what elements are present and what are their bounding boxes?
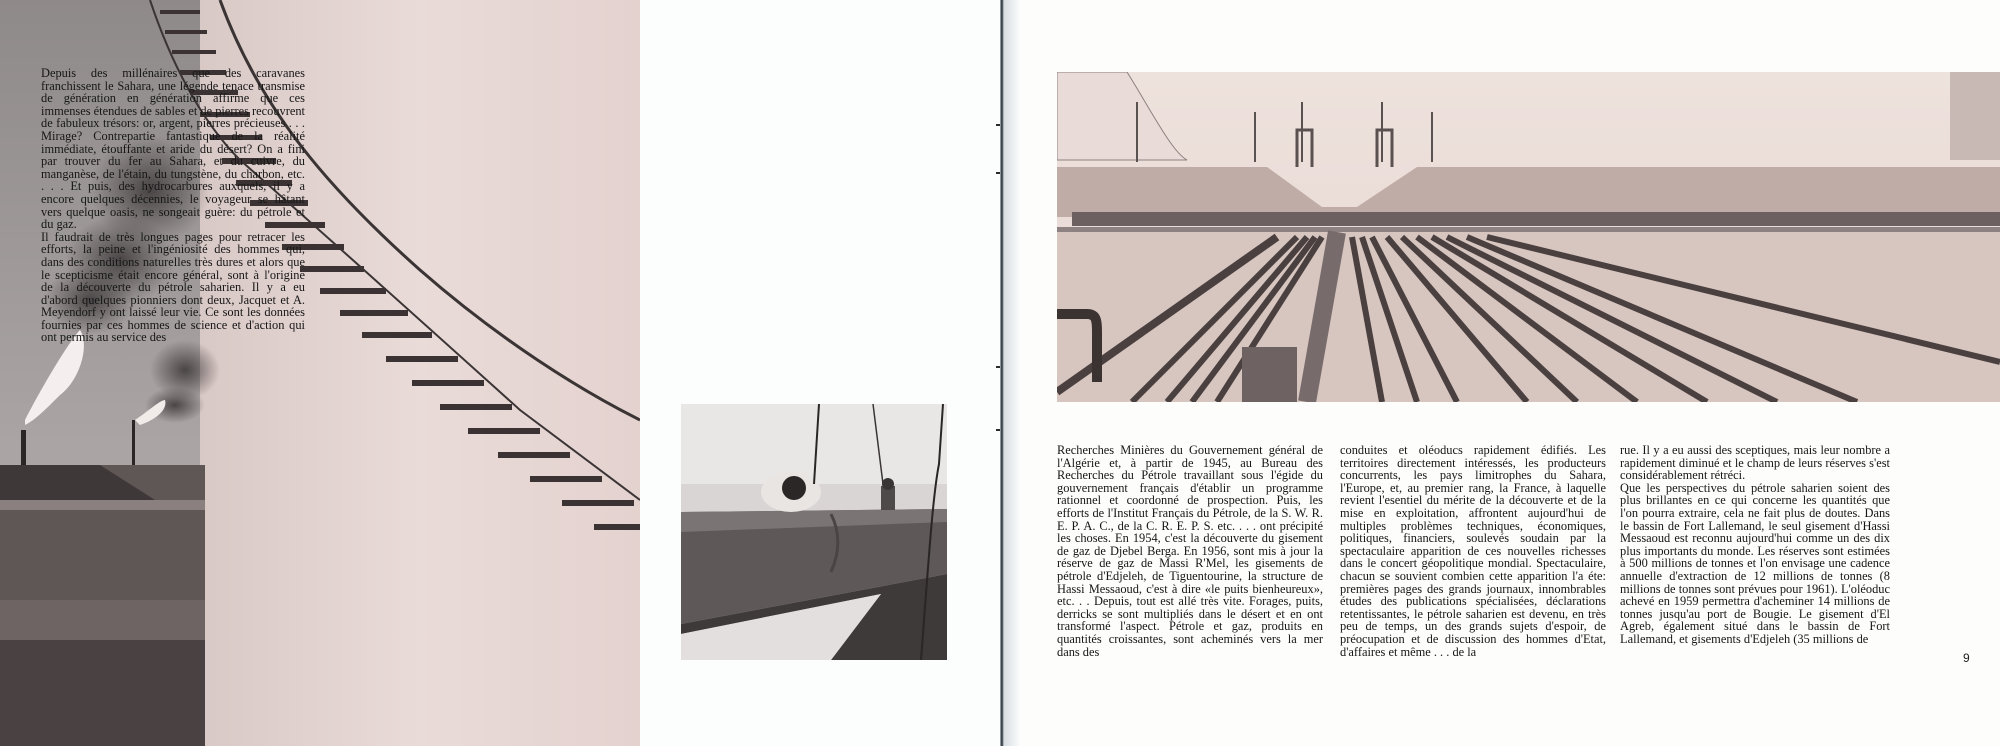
- column-2: [1340, 444, 1606, 658]
- column-paragraph: Recherches Minières du Gouvernement général de l'Algérie et, à partir de 1945, au Bureau des Recherches du Pétrole travaillant sous l'égide du gouvernement français d'établir un programme rationnel et coordonné de prospection. Puis, les efforts de l'Institut Français du Pétrole, de la S. W. R. E. P. A. C., de la C. R. E. P. S. etc. . . . ont précipité les choses. En 1954, c'est la découverte du gisement de gaz de Djebel Berga. En 1956, sont mis à jour la réserve de gaz de Massi R'Mel, les gisements de pétrole d'Edjeleh, de Tiguentourine, la structure de Hassi Messaoud, c'est à dire «le puits bienheureux», etc. . . Depuis, tout est allé très vite. Forages, puits, derricks se sont multipliés dans le désert et en ont transformé l'aspect. Pétrole et gaz, produits en quantités croissantes, sont acheminés vers la mer dans des: [1057, 443, 1323, 659]
- page-number: 9: [1963, 651, 1970, 665]
- cross-pipe: [1072, 212, 2000, 226]
- intro-text: [41, 67, 305, 344]
- grated-step: [1242, 347, 1297, 402]
- photo-pipelines: [1057, 72, 2000, 402]
- pipelines-photo-art: [1057, 72, 2000, 402]
- page-fold-shadow: [1004, 0, 1020, 746]
- column-3: [1620, 444, 1890, 646]
- photo-welding: [681, 404, 947, 660]
- intro-paragraph: Il faudrait de très longues pages pour retracer les efforts, la peine et l'ingéniosité des hommes qui, dans des conditions naturelles très dures et alors que le scepticisme était encore général, sont à l'origine de la découverte du pétrole saharien. Il y a eu d'abord quelques pionniers dont deux, Jacquet et A. Meyendorf y ont laissé leur vie. Ce sont les données fournies par ces hommes de science et d'action qui ont permis au service des: [41, 229, 305, 345]
- column-paragraph: conduites et oléoducs rapidement édifiés. Les territoires directement intéressés, les producteurs concurrents, les pays limitrophes du Sahara, l'Europe, et, au premier rang, la France, à laquelle revient l'esentiel du mérite de la découverte et de la mise en exploitation, affrontent aujourd'hui de multiples problèmes techniques, économiques, politiques, financiers, soulevés soudain par la spectaculaire apparition de ces nouvelles richesses dans le concert géopolitique mondial. Spectaculaire, chacun se souvient combien cette apparition l'a éte: premières pages des grands journaux, innombrables études des publications spécialisées, déclarations retentissantes, le pétrole saharien est devenu, en très peu de temps, un des grands sujets d'espoir, de préocupation et de discussion des hommes d'Etat, d'affaires et même . . . de la: [1340, 443, 1606, 659]
- column-1: [1057, 444, 1323, 658]
- intro-paragraph: Depuis des millénaires que des caravanes franchissent le Sahara, une légende tenace transmise de génération en génération affirme que ces immenses étendues de sables et de pierres recouvrent de fabuleux trésors: or, argent, pierres précieuses . . . Mirage? Contrepartie fantastique de la réalité immédiate, étouffante et aride du désert? On a fini par trouver du fer au Sahara, et du cuivre, du manganèse, de l'étain, du tungstène, du charbon, etc. . . . Et puis, des hydrocarbures auxquels, il y a encore quelques décennies, le voyageur se hâtant vers quelque oasis, ne songeait guère: du pétrole et du gaz.: [41, 66, 305, 232]
- embankment: [1057, 167, 2000, 217]
- welding-photo-art: [681, 404, 947, 660]
- column-paragraph: Que les perspectives du pétrole saharien soient des plus brillantes en ce qui concerne les quantités que l'on pourra extraire, cela ne fait plus de doutes. Dans le bassin de Fort Lallemand, le seul gisement d'Hassi Messaoud est reconnu aujourd'hui comme un des dix plus importants du monde. Les réserves sont estimées à 500 millions de tonnes et l'on envisage une cadence annuelle d'extraction de 12 millions de tonnes (8 millions de tonnes sont prévues pour 1961). L'oléoduc achevé en 1959 permettra d'acheminer 14 millions de tonnes jusqu'au port de Bougie. Le gisement d'El Agreb, également situé dans le bassin de Fort Lallemand, et gisements d'Edjeleh (35 millions de: [1620, 480, 1890, 646]
- column-paragraph: rue. Il y a eu aussi des sceptiques, mais leur nombre a rapidement diminué et le champ de leurs réserves s'est considérablement rétréci.: [1620, 443, 1890, 483]
